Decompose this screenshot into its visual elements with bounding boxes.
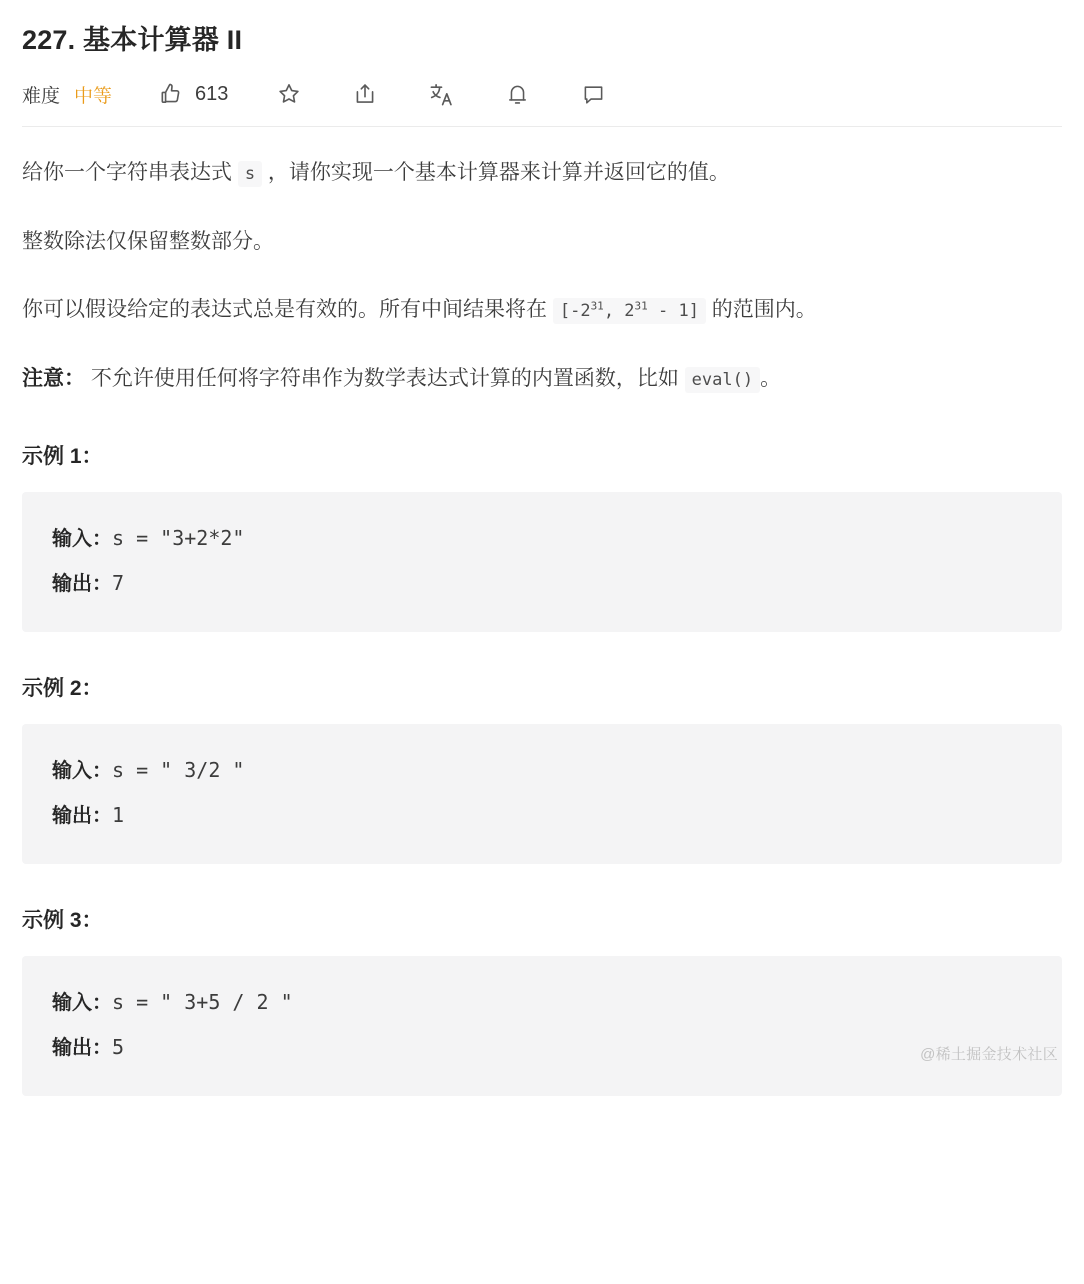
desc-p4-text-b: 。 — [760, 367, 782, 391]
note-label: 注意： — [22, 367, 85, 391]
description-paragraph-3 — [22, 290, 1062, 331]
thumbs-up-icon — [158, 81, 184, 107]
problem-meta-row — [22, 66, 1062, 122]
input-label: 输入： — [52, 528, 112, 551]
example-input-line — [52, 748, 1032, 793]
output-value: 7 — [112, 571, 125, 596]
input-value: s = " 3+5 / 2 " — [112, 990, 293, 1015]
range-post: - 1] — [647, 301, 699, 322]
translate-icon — [428, 81, 455, 108]
example-input-line — [52, 516, 1032, 561]
range-sup-1: 31 — [590, 299, 604, 313]
range-mid: , 2 — [603, 301, 635, 322]
example-code-box — [22, 956, 1062, 1096]
page-title: 227. 基本计算器 II — [22, 25, 243, 55]
star-button[interactable] — [274, 79, 304, 109]
example-block-3 — [22, 904, 1062, 1096]
inline-code-range — [553, 298, 706, 324]
range-sup-2: 31 — [634, 299, 648, 313]
description-paragraph-1 — [22, 153, 1062, 194]
inline-code-s: s — [238, 161, 262, 187]
input-label: 输入： — [52, 992, 112, 1015]
difficulty-value[interactable]: 中等 — [74, 85, 113, 107]
output-label: 输出： — [52, 1037, 112, 1060]
example-output-line — [52, 561, 1032, 606]
notification-button[interactable] — [502, 79, 532, 109]
feedback-icon — [581, 82, 606, 107]
output-label: 输出： — [52, 805, 112, 828]
input-value: s = " 3/2 " — [112, 758, 245, 783]
share-button[interactable] — [350, 79, 380, 109]
example-title: 示例 3： — [22, 909, 103, 933]
inline-code-eval: eval() — [685, 367, 760, 393]
output-value: 1 — [112, 803, 125, 828]
example-output-line — [52, 793, 1032, 838]
like-count: 613 — [195, 82, 229, 105]
feedback-button[interactable] — [578, 79, 608, 109]
range-pre: [-2 — [559, 301, 591, 322]
example-block-1 — [22, 440, 1062, 632]
example-title: 示例 1： — [22, 445, 103, 469]
desc-p4-text-a: 不允许使用任何将字符串作为数学表达式计算的内置函数，比如 — [85, 367, 685, 391]
desc-p3-text-b: 的范围内。 — [705, 298, 817, 322]
desc-p1-text-b: ，请你实现一个基本计算器来计算并返回它的值。 — [262, 161, 730, 185]
difficulty-label: 难度 — [22, 85, 61, 107]
example-title: 示例 2： — [22, 677, 103, 701]
desc-p1-text-a: 给你一个字符串表达式 — [22, 161, 238, 185]
watermark: @稀土掘金技术社区 — [920, 1046, 1058, 1064]
output-value: 5 — [112, 1035, 125, 1060]
example-code-box — [22, 724, 1062, 864]
description-paragraph-2: 整数除法仅保留整数部分。 — [22, 230, 274, 254]
output-label: 输出： — [52, 573, 112, 596]
input-value: s = "3+2*2" — [112, 526, 245, 551]
example-block-2 — [22, 672, 1062, 864]
desc-p3-text-a: 你可以假设给定的表达式总是有效的。所有中间结果将在 — [22, 298, 553, 322]
problem-description — [22, 127, 1062, 1096]
description-paragraph-4 — [22, 359, 1062, 400]
example-input-line — [52, 980, 1032, 1025]
translate-button[interactable] — [426, 79, 456, 109]
star-icon — [276, 81, 302, 107]
input-label: 输入： — [52, 760, 112, 783]
bell-icon — [505, 82, 530, 107]
example-output-line — [52, 1025, 1032, 1070]
like-button[interactable] — [158, 81, 228, 107]
example-code-box — [22, 492, 1062, 632]
share-icon — [352, 81, 378, 107]
